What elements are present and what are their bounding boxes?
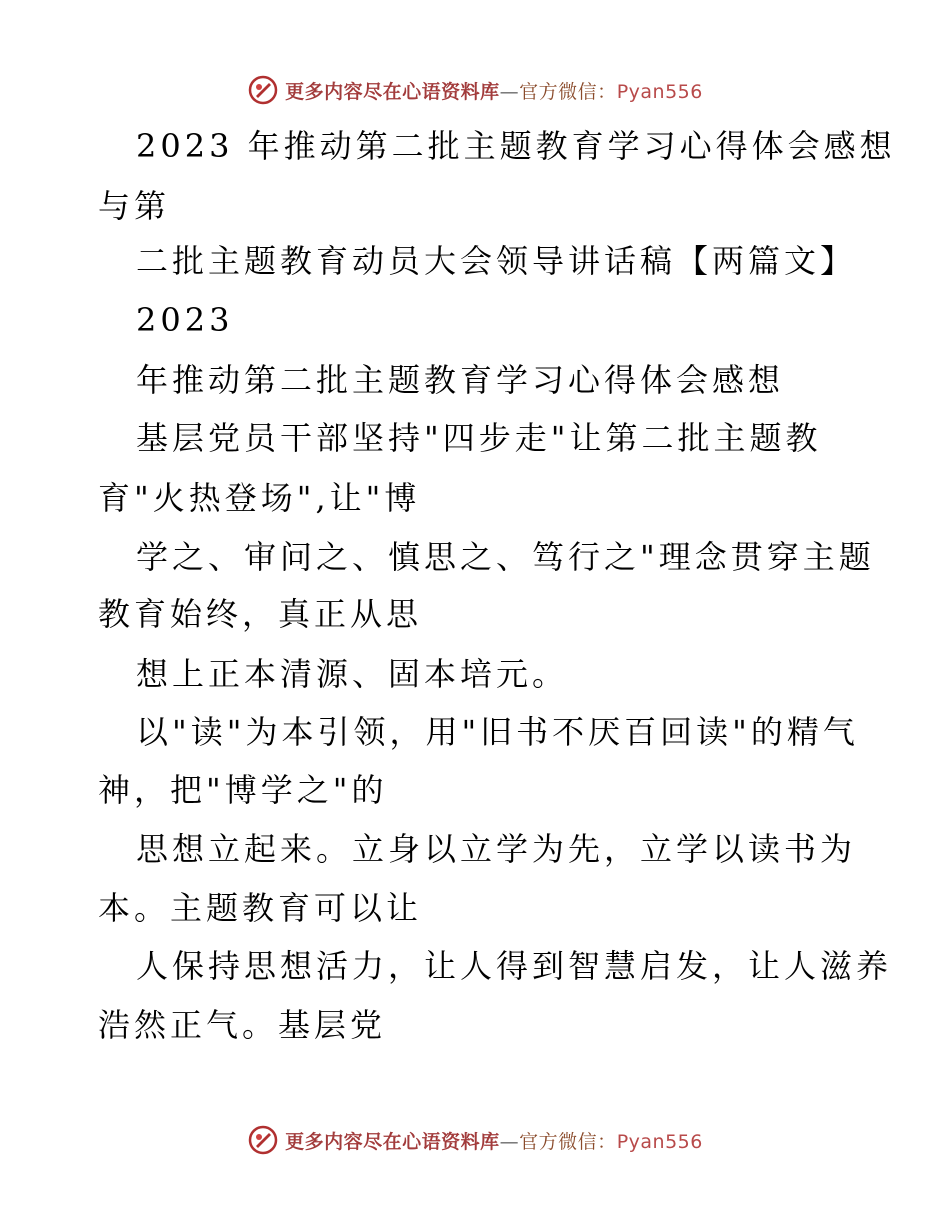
text-line: 与第: [98, 187, 171, 225]
footer-dash: —: [499, 1130, 520, 1153]
text-line: 本。主题教育可以让: [98, 889, 423, 927]
text-line: 2023: [136, 301, 234, 339]
footer-wechat-id: Pyan556: [616, 1130, 703, 1153]
text-line: 教育始终，真正从思: [98, 595, 423, 633]
footer-wechat-label: 官方微信：: [519, 1130, 617, 1153]
text-line: 以"读"为本引领，用"旧书不厌百回读"的精气: [136, 713, 859, 751]
text-line: 2023 年推动第二批主题教育学习心得体会感想: [136, 127, 896, 165]
header-wechat-id: Pyan556: [616, 80, 703, 103]
text-line: 学之、审问之、慎思之、笃行之"理念贯穿主题: [136, 538, 875, 576]
footer-brand-text: 更多内容尽在心语资料库: [285, 1130, 500, 1153]
text-line: 人保持思想活力，让人得到智慧启发，让人滋养: [136, 947, 893, 985]
header-brand-text: 更多内容尽在心语资料库: [285, 80, 500, 103]
text-line: 二批主题教育动员大会领导讲话稿【两篇文】: [136, 242, 857, 280]
header-banner-inner: [247, 74, 703, 106]
footer-banner-inner: [247, 1124, 703, 1156]
text-line: 浩然正气。基层党: [98, 1006, 387, 1044]
text-line: 想上正本清源、固本培元。: [136, 655, 569, 693]
brand-logo-icon: [247, 74, 279, 106]
header-banner-text: [285, 77, 703, 104]
text-line: 思想立起来。立身以立学为先，立学以读书为: [136, 830, 857, 868]
text-line: 基层党员干部坚持"四步走"让第二批主题教: [136, 419, 822, 457]
footer-banner-text: [285, 1127, 703, 1154]
footer-banner: [0, 1120, 950, 1160]
header-wechat-label: 官方微信：: [519, 80, 617, 103]
header-dash: —: [499, 80, 520, 103]
text-line: 育"火热登场",让"博: [98, 479, 421, 517]
brand-logo-icon: [247, 1124, 279, 1156]
text-line: 神，把"博学之"的: [98, 771, 388, 809]
text-line: 年推动第二批主题教育学习心得体会感想: [136, 361, 785, 399]
header-banner: [0, 70, 950, 110]
